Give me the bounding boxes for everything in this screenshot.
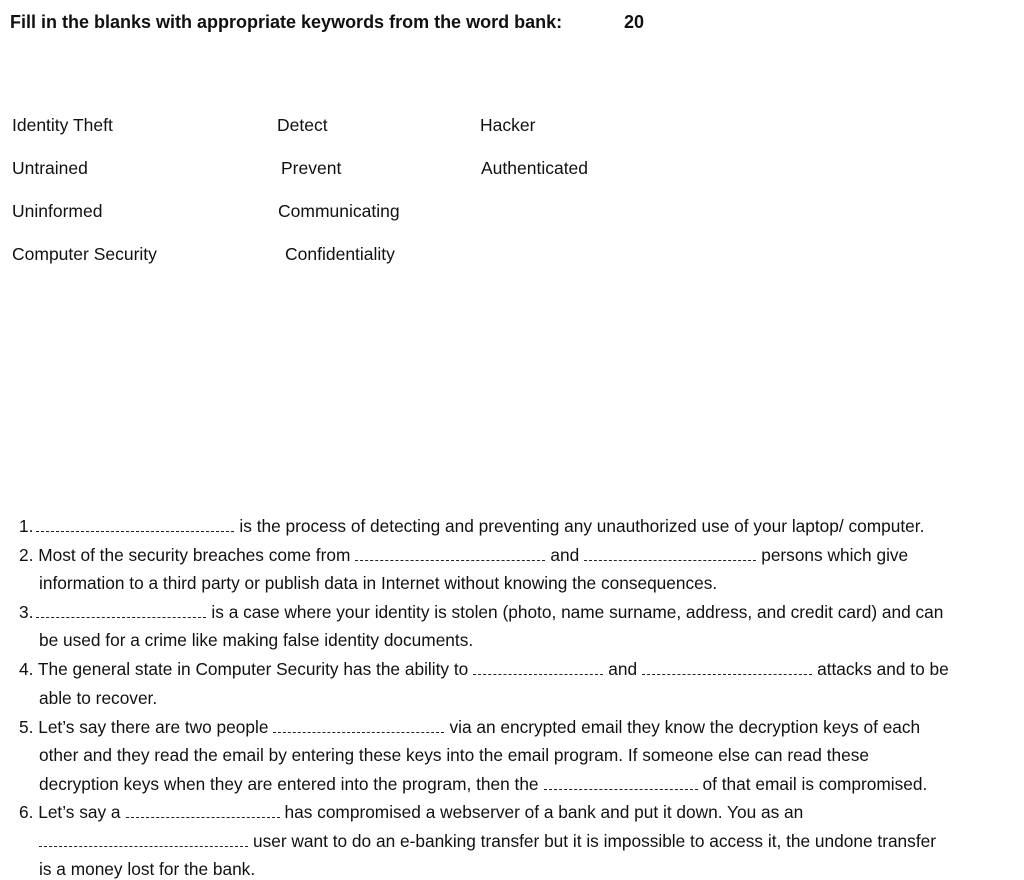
question-text: 1. [19, 516, 34, 536]
word-bank-item: Detect [277, 115, 328, 135]
answer-blank[interactable] [355, 546, 545, 561]
answer-blank[interactable] [544, 775, 698, 790]
word-bank-item: Uninformed [12, 201, 103, 221]
question-text: via an encrypted email they know the decryption keys of each [449, 717, 921, 737]
word-bank-item: Identity Theft [12, 115, 113, 135]
word-bank-item: Untrained [12, 158, 88, 178]
word-bank-item: Confidentiality [285, 244, 395, 264]
question-2-cont: information to a third party or publish data in Internet without knowing the consequences. [39, 573, 718, 593]
word-bank-item: Computer Security [12, 244, 157, 264]
question-6-cont [39, 830, 936, 852]
question-6-cont2: is a money lost for the bank. [39, 859, 256, 879]
answer-blank[interactable] [473, 660, 603, 675]
question-text: of that email is compromised. [702, 774, 928, 794]
question-text: decryption keys when they are entered into the program, then the [39, 774, 539, 794]
instruction-heading: Fill in the blanks with appropriate keywords from the word bank: [10, 12, 563, 32]
word-bank-item: Authenticated [481, 158, 589, 178]
answer-blank[interactable] [584, 546, 756, 561]
question-5-cont2 [39, 773, 927, 795]
question-text: is a case where your identity is stolen (photo, name surname, address, and credit card) and can [211, 602, 944, 622]
word-bank-item: Hacker [480, 115, 536, 135]
question-text: has compromised a webserver of a bank and put it down. You as an [284, 802, 804, 822]
answer-blank[interactable] [273, 718, 444, 733]
word-bank-item: Prevent [281, 158, 342, 178]
answer-blank[interactable] [642, 660, 812, 675]
question-text: and [550, 545, 580, 565]
question-text: 2. Most of the security breaches come from [19, 545, 351, 565]
answer-blank[interactable] [126, 803, 280, 818]
question-4-cont: able to recover. [39, 688, 158, 708]
answer-blank[interactable] [36, 517, 234, 532]
question-text: 3. [19, 602, 34, 622]
question-text: attacks and to be [817, 659, 949, 679]
word-bank-item: Communicating [278, 201, 400, 221]
question-3-cont: be used for a crime like making false identity documents. [39, 630, 474, 650]
question-text: persons which give [761, 545, 909, 565]
question-6 [19, 801, 803, 823]
question-text: 5. Let’s say there are two people [19, 717, 269, 737]
question-text: is the process of detecting and preventing any unauthorized use of your laptop/ computer. [239, 516, 925, 536]
question-text: 6. Let’s say a [19, 802, 121, 822]
question-text: user want to do an e-banking transfer but it is impossible to access it, the undone transfer [253, 831, 936, 851]
question-3 [19, 601, 943, 623]
question-4 [19, 658, 949, 680]
question-1 [19, 515, 924, 537]
question-5 [19, 716, 920, 738]
question-5-cont: other and they read the email by entering these keys into the email program. If someone else can read these [39, 745, 869, 765]
question-text: and [608, 659, 638, 679]
question-2 [19, 544, 908, 566]
answer-blank[interactable] [39, 832, 248, 847]
answer-blank[interactable] [36, 603, 206, 618]
points-value: 20 [624, 12, 645, 32]
question-text: 4. The general state in Computer Security has the ability to [19, 659, 469, 679]
